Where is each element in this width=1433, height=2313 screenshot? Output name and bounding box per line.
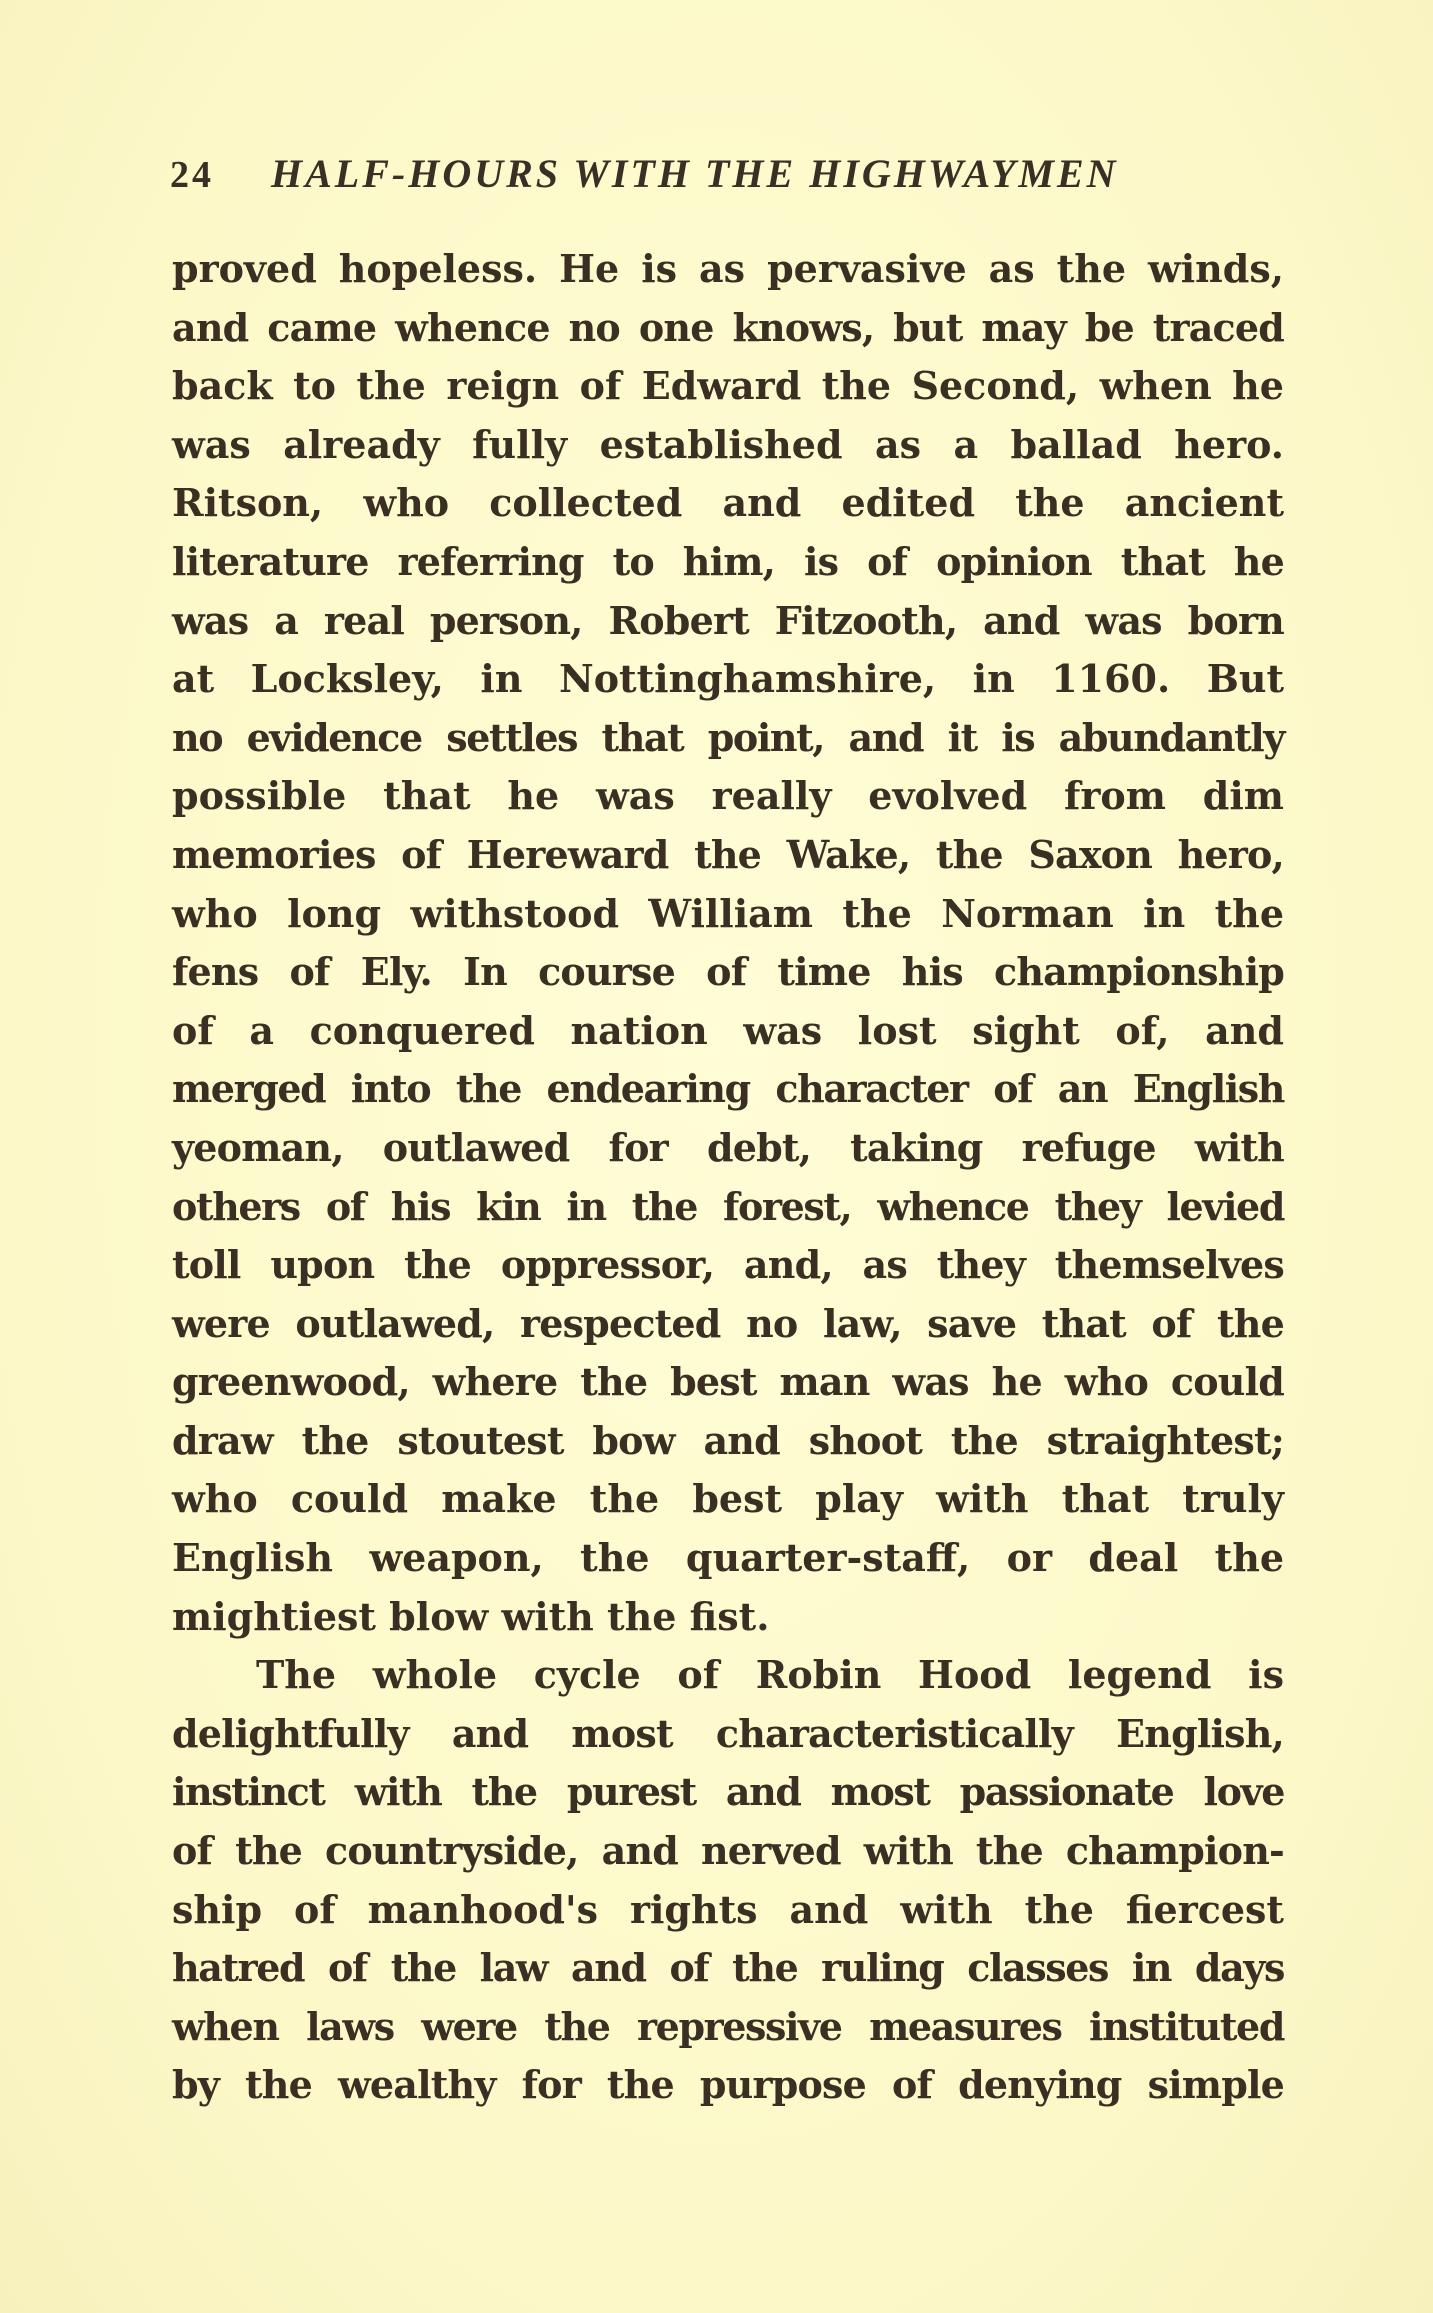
text-line: yeoman, outlawed for debt, taking refuge with	[172, 1124, 1284, 1170]
text-line: merged into the endearing character of an English	[172, 1066, 1284, 1112]
text-line: instinct with the purest and most passionate love	[172, 1769, 1284, 1815]
text-line: memories of Hereward the Wake, the Saxon hero,	[172, 831, 1284, 877]
text-line: hatred of the law and of the ruling classes in days	[172, 1945, 1284, 1991]
text-line: Ritson, who collected and edited the ancient	[172, 480, 1284, 526]
text-line: were outlawed, respected no law, save that of the	[172, 1300, 1284, 1346]
text-line: English weapon, the quarter-staff, or deal the	[172, 1535, 1284, 1581]
text-line: literature referring to him, is of opinion that he	[172, 538, 1284, 584]
text-line: draw the stoutest bow and shoot the straightest;	[172, 1417, 1284, 1463]
text-line: ship of manhood's rights and with the fiercest	[172, 1886, 1284, 1932]
text-line: was already fully established as a ballad hero.	[172, 421, 1284, 467]
text-line: when laws were the repressive measures instituted	[172, 2003, 1284, 2049]
text-line: mightiest blow with the fist.	[172, 1593, 770, 1639]
running-title: HALF-HOURS WITH THE HIGHWAYMEN	[271, 151, 1119, 196]
text-line: and came whence no one knows, but may be traced	[172, 304, 1284, 350]
text-line: at Locksley, in Nottinghamshire, in 1160. But	[172, 656, 1284, 702]
text-line: others of his kin in the forest, whence they levied	[172, 1183, 1284, 1229]
text-line: who could make the best play with that truly	[172, 1476, 1284, 1522]
text-line: back to the reign of Edward the Second, when he	[172, 363, 1284, 409]
text-line: toll upon the oppressor, and, as they themselves	[172, 1242, 1284, 1288]
text-line: possible that he was really evolved from dim	[172, 773, 1284, 819]
text-line: delightfully and most characteristically English,	[172, 1710, 1284, 1756]
text-line: was a real person, Robert Fitzooth, and was born	[172, 597, 1284, 643]
text-line: who long withstood William the Norman in the	[172, 890, 1284, 936]
text-line: proved hopeless. He is as pervasive as the winds,	[172, 246, 1284, 291]
text-line: by the wealthy for the purpose of denying simple	[172, 2062, 1284, 2108]
text-line: greenwood, where the best man was he who could	[172, 1359, 1284, 1405]
text-line: fens of Ely. In course of time his championship	[172, 949, 1284, 995]
body-text	[172, 240, 1284, 2115]
text-line: of a conquered nation was lost sight of, and	[172, 1007, 1284, 1053]
text-line: no evidence settles that point, and it is abundantly	[172, 714, 1284, 760]
text-line: of the countryside, and nerved with the champion-	[172, 1828, 1284, 1874]
running-head	[170, 150, 1290, 210]
text-line: The whole cycle of Robin Hood legend is	[256, 1652, 1284, 1698]
page-number: 24	[170, 154, 214, 196]
